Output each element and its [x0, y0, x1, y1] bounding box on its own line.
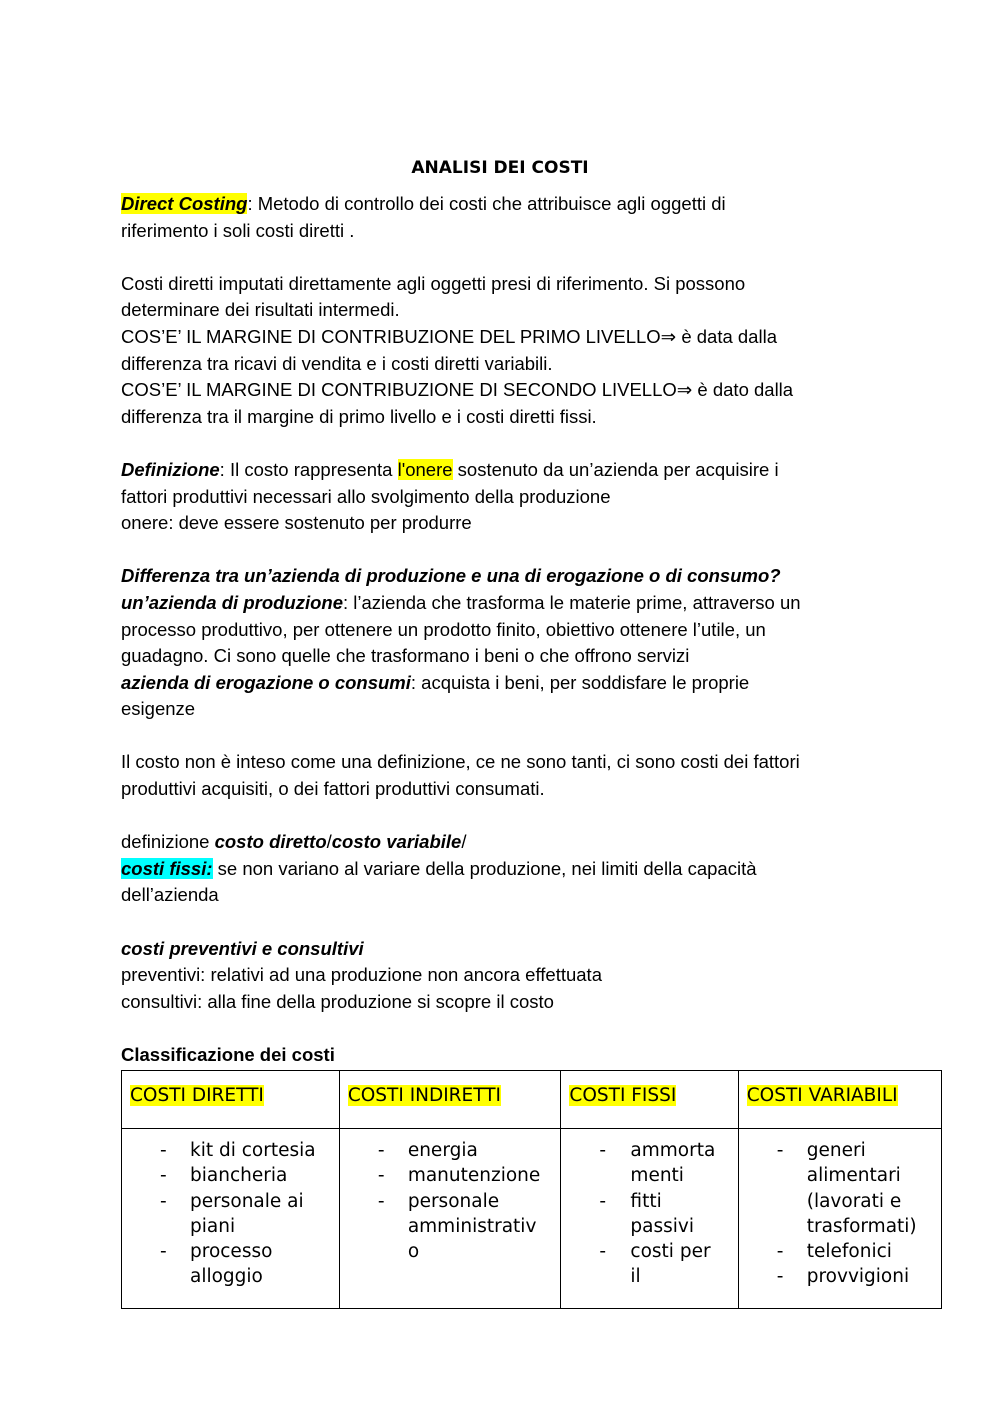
costo-note-line1: Il costo non è inteso come una definizione, ce ne sono tanti, ci sono costi dei fattori	[121, 751, 800, 773]
separator-2: /	[461, 831, 467, 853]
costi-fissi-line1: se non variano al variare della produzione, nei limiti della capacità	[212, 857, 757, 879]
header-cell-costi-variabili	[738, 1071, 941, 1129]
onere-highlight: l'onere	[397, 458, 453, 480]
list-costi-variabili	[739, 1138, 941, 1290]
column-costi-fissi	[561, 1129, 738, 1309]
definizione-text-after: sostenuto da un’azienda per acquisire i	[452, 458, 779, 480]
produzione-line1: : l’azienda che trasforma le materie prime, attraverso un	[343, 591, 801, 613]
produzione-line3: guadagno. Ci sono quelle che trasformano i beni o che offrono servizi	[121, 645, 690, 667]
erogazione-line2: esigenze	[121, 698, 196, 720]
produzione-paragraph	[121, 590, 881, 617]
costi-diretti-line2: determinare dei risultati intermedi.	[121, 299, 400, 321]
direct-costing-definition: : Metodo di controllo dei costi che attribuisce agli oggetti di	[247, 193, 726, 214]
definizione-line2: fattori produttivi necessari allo svolgimento della produzione	[121, 485, 611, 507]
preventivi-line: preventivi: relativi ad una produzione non ancora effettuata	[121, 964, 602, 986]
bullet-dash: -	[776, 1140, 784, 1161]
bullet-dash: -	[599, 1190, 607, 1212]
table-header-row	[122, 1071, 942, 1129]
bullet-dash: -	[160, 1190, 167, 1212]
list-item: - kit di cortesia	[122, 1138, 339, 1163]
bullet-dash: -	[377, 1140, 385, 1161]
list-item: - processo alloggio	[160, 1241, 273, 1288]
costo-note-line2: produttivi acquisiti, o dei fattori produttivi consumati.	[121, 778, 545, 800]
list-item: - generi alimentari (lavorati e trasformati)	[776, 1140, 917, 1237]
list-item: - fitti passivi	[599, 1190, 695, 1237]
bullet-dash: -	[377, 1165, 385, 1187]
list-costi-diretti	[122, 1138, 339, 1290]
column-costi-indiretti	[339, 1129, 561, 1309]
list-item: - biancheria	[122, 1163, 339, 1188]
direct-costing-paragraph	[121, 191, 881, 218]
bullet-dash: -	[599, 1241, 607, 1263]
erogazione-paragraph	[121, 670, 881, 697]
costo-diretto-term: costo diretto	[214, 831, 327, 853]
margine-secondo-livello: COS’E’ IL MARGINE DI CONTRIBUZIONE DI SECONDO LIVELLO⇒ è dato dalla	[121, 379, 794, 401]
column-costi-diretti	[122, 1129, 340, 1309]
list-item: - telefonici	[739, 1239, 941, 1264]
erogazione-term: azienda di erogazione o consumi	[121, 671, 411, 693]
document-body	[121, 191, 881, 1069]
list-item: - personale ai piani	[160, 1190, 304, 1237]
header-cell-costi-fissi	[561, 1071, 738, 1129]
costo-variabile-term: costo variabile	[331, 831, 462, 853]
classificazione-heading: Classificazione dei costi	[121, 1044, 335, 1065]
bullet-dash: -	[160, 1241, 167, 1263]
document-title: ANALISI DEI COSTI	[411, 158, 589, 178]
definizione-text-before: : Il costo rappresenta	[219, 458, 398, 480]
header-cell-costi-indiretti	[339, 1071, 561, 1129]
produzione-term: un’azienda di produzione	[121, 591, 343, 613]
column-costi-variabili	[738, 1129, 941, 1309]
preventivi-heading: costi preventivi e consultivi	[121, 937, 364, 959]
list-item: - energia	[340, 1138, 561, 1163]
costi-fissi-term: costi fissi:	[121, 857, 213, 879]
bullet-dash: -	[776, 1266, 784, 1288]
produzione-line2: processo produttivo, per ottenere un prodotto finito, obiettivo ottenere l’utile, un	[121, 618, 766, 640]
bullet-dash: -	[599, 1140, 607, 1161]
list-item: - ammorta menti	[599, 1140, 716, 1187]
costi-diretti-line1: Costi diretti imputati direttamente agli oggetti presi di riferimento. Si possono	[121, 272, 746, 294]
margine-primo-livello-def: differenza tra ricavi di vendita e i costi diretti variabili.	[121, 352, 553, 374]
header-costi-fissi: COSTI FISSI	[569, 1085, 677, 1106]
separator-1: /	[326, 831, 332, 853]
bullet-dash: -	[160, 1140, 167, 1161]
margine-secondo-livello-def: differenza tra il margine di primo livello e i costi diretti fissi.	[121, 405, 597, 427]
consultivi-line: consultivi: alla fine della produzione si scopre il costo	[121, 990, 554, 1012]
list-costi-fissi	[561, 1138, 737, 1290]
classificazione-table	[121, 1070, 942, 1309]
header-cell-costi-diretti	[122, 1071, 340, 1129]
list-item: - personale amministrativ o	[377, 1190, 537, 1263]
header-costi-diretti: COSTI DIRETTI	[130, 1085, 264, 1106]
bullet-dash: -	[160, 1165, 167, 1187]
costi-fissi-line2: dell’azienda	[121, 884, 219, 906]
onere-definition: onere: deve essere sostenuto per produrre	[121, 512, 472, 534]
list-item: - costi per il	[599, 1241, 711, 1288]
definizione-prefix: definizione	[121, 831, 215, 853]
header-costi-variabili: COSTI VARIABILI	[746, 1085, 898, 1106]
bullet-dash: -	[776, 1241, 784, 1263]
definizione-costi-line	[121, 829, 881, 856]
definizione-paragraph	[121, 457, 881, 484]
definizione-term: Definizione	[121, 458, 220, 480]
margine-primo-livello: COS’E’ IL MARGINE DI CONTRIBUZIONE DEL PRIMO LIVELLO⇒ è data dalla	[121, 325, 777, 347]
erogazione-line1: : acquista i beni, per soddisfare le proprie	[410, 671, 750, 693]
differenza-question: Differenza tra un’azienda di produzione e una di erogazione o di consumo?	[121, 565, 781, 587]
header-costi-indiretti: COSTI INDIRETTI	[347, 1085, 501, 1106]
bullet-dash: -	[377, 1190, 385, 1212]
list-costi-indiretti	[340, 1138, 561, 1264]
list-item: - provvigioni	[739, 1264, 941, 1289]
costi-fissi-paragraph	[121, 856, 881, 883]
direct-costing-line2: riferimento i soli costi diretti .	[121, 219, 355, 241]
list-item: - manutenzione	[340, 1163, 561, 1188]
table-body-row	[122, 1129, 942, 1309]
direct-costing-term: Direct Costing	[121, 193, 248, 214]
